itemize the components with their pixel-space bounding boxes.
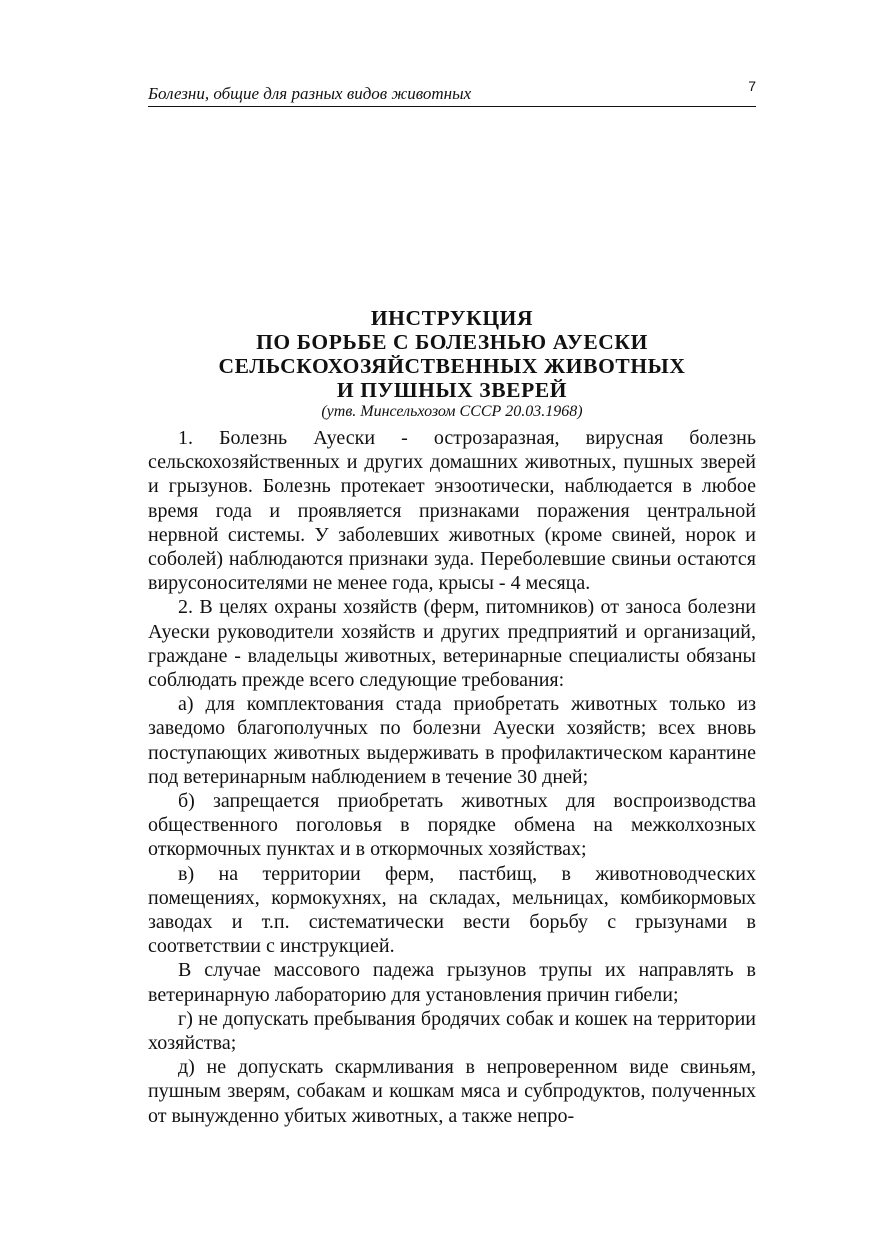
title-line: ПО БОРЬБЕ С БОЛЕЗНЬЮ АУЕСКИ bbox=[256, 330, 648, 354]
title-line: И ПУШНЫХ ЗВЕРЕЙ bbox=[336, 378, 568, 402]
running-header bbox=[148, 78, 756, 107]
paragraph-1: 1. Болезнь Ауески - острозаразная, вирусная болезнь сельскохозяйственных и других домашних животных, пушных зверей и грызунов. Болезнь протекает энзоотически, наблюдается в любое время года и проявляется признаками поражения центральной нервной системы. У заболевших животных (кроме свиней, норок и соболей) наблюдаются признаки зуда. Переболевшие свиньи остаются вирусоносителями не менее года, крысы - 4 месяца. bbox=[148, 427, 756, 595]
document-title bbox=[148, 306, 756, 402]
title-line: ИНСТРУКЦИЯ bbox=[370, 306, 534, 330]
paragraph-2: 2. В целях охраны хозяйств (ферм, питомников) от заноса болезни Ауески руководители хозяйств и других предприятий и организаций, граждане - владельцы животных, ветеринарные специалисты обязаны соблюдать прежде всего следующие требования: bbox=[148, 596, 756, 692]
running-title: Болезни, общие для разных видов животных bbox=[148, 84, 472, 103]
page-number: 7 bbox=[748, 78, 756, 94]
paragraph-2b: б) запрещается приобретать животных для воспроизводства общественного поголовья в порядке обмена на межколхозных откормочных пунктах и в откормочных хозяйствах; bbox=[148, 790, 756, 861]
paragraph-2v: в) на территории ферм, пастбищ, в животноводческих помещениях, кормокухнях, на складах, мельницах, комбикормовых заводах и т.п. систематически вести борьбу с грызунами в соответствии с инструкцией. bbox=[148, 862, 756, 958]
approval-note: (утв. Минсельхозом СССР 20.03.1968) bbox=[321, 403, 583, 420]
paragraph-rodent-note: В случае массового падежа грызунов трупы их направлять в ветеринарную лабораторию для установления причин гибели; bbox=[148, 959, 756, 1006]
paragraph-2a: а) для комплектования стада приобретать животных только из заведомо благополучных по болезни Ауески хозяйств; всех вновь поступающих животных выдерживать в профилактическом карантине под ветеринарным наблюдением в течение 30 дней; bbox=[148, 693, 756, 788]
title-line: СЕЛЬСКОХОЗЯЙСТВЕННЫХ ЖИВОТНЫХ bbox=[218, 354, 686, 378]
body-text bbox=[148, 426, 756, 1128]
paragraph-2g: г) не допускать пребывания бродячих собак и кошек на территории хозяйства; bbox=[148, 1007, 756, 1055]
paragraph-2d: д) не допускать скармливания в непроверенном виде свиньям, пушным зверям, собакам и кошкам мяса и субпродуктов, полученных от вынужденно убитых животных, а также непро- bbox=[148, 1056, 756, 1127]
